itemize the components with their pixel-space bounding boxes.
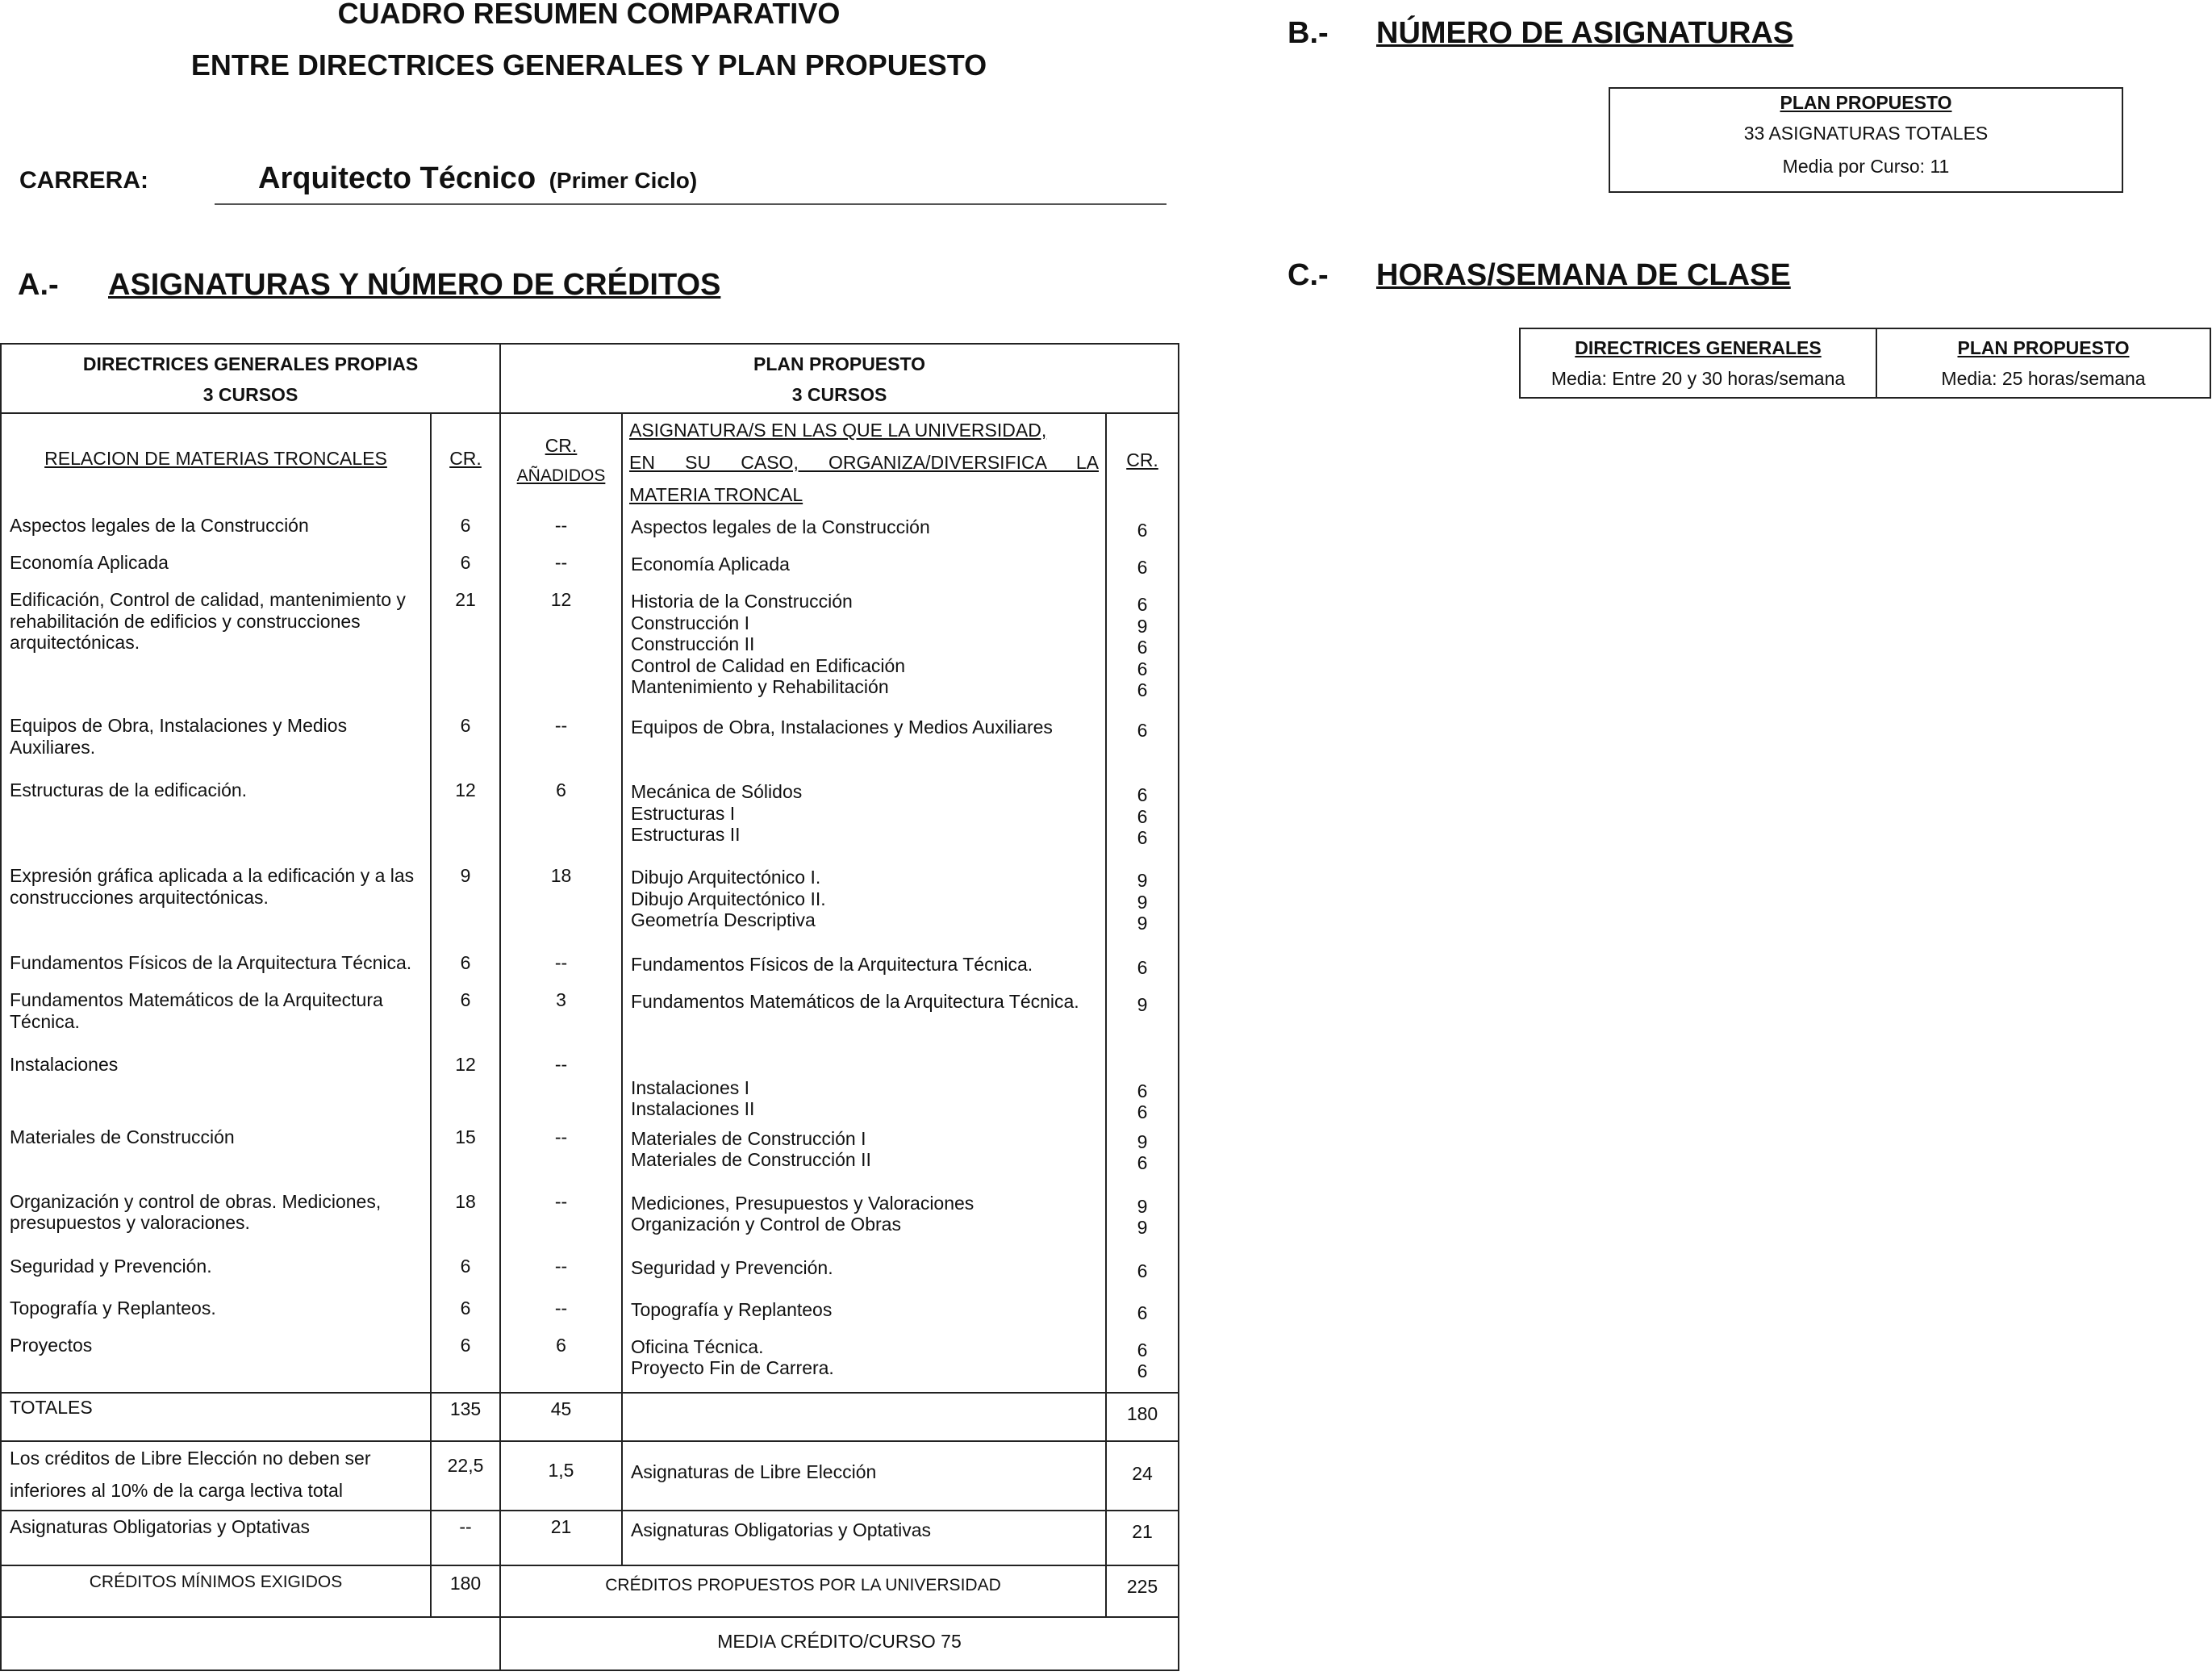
totales-row (1, 1393, 1179, 1441)
totales-cr: 135 (431, 1393, 500, 1441)
hd-left-2: 3 CURSOS (202, 384, 298, 405)
cr-cell (431, 776, 500, 862)
asignatura-name: Construcción II (631, 633, 755, 654)
col-cr-label: CR. (449, 448, 482, 469)
asignatura-name: Equipos de Obra, Instalaciones y Medios Auxiliares (631, 717, 1053, 738)
materia-cr: 12 (455, 1054, 476, 1075)
materia-cr: 6 (460, 1255, 471, 1277)
materia-row (1, 776, 1179, 862)
asignatura-name: Estructuras II (631, 824, 741, 845)
num-asig-media: Media por Curso: 11 (1782, 156, 1950, 177)
materia-row (1, 949, 1179, 986)
asignatura-cr: 6 (1137, 805, 1148, 827)
materia-cr-added: 6 (556, 779, 566, 800)
num-asignaturas-box (1609, 87, 2123, 193)
materia-cr: 6 (460, 952, 471, 973)
oblig-label: Asignaturas Obligatorias y Optativas (1, 1511, 431, 1565)
asignatura-name: Topografía y Replanteos (631, 1298, 833, 1320)
asignatura-cr: 9 (1137, 891, 1148, 913)
materia-cr-added: 18 (550, 865, 572, 886)
materia-cr-added: -- (554, 1297, 568, 1319)
cr-cell (431, 512, 500, 549)
materia-name: Fundamentos Físicos de la Arquitectura Técnica. (10, 952, 412, 973)
cradd-cell (500, 1294, 622, 1331)
materia-cell (1, 1331, 431, 1393)
asignatura-cr: 6 (1137, 1339, 1148, 1360)
col-cradd-hd (500, 413, 622, 512)
cr-cell (431, 862, 500, 949)
cr2-cell (1106, 549, 1179, 586)
asignatura-name: Geometría Descriptiva (631, 909, 816, 930)
cr-cell (431, 1252, 500, 1294)
materia-cr: 6 (460, 552, 471, 573)
materia-cr: 9 (460, 865, 471, 886)
materia-cr-added: -- (554, 515, 568, 536)
asignatura-name: Aspectos legales de la Construcción (631, 516, 930, 537)
cr2-cell (1106, 1123, 1179, 1188)
materia-cell (1, 986, 431, 1051)
cr-cell (431, 1188, 500, 1252)
oblig-asig: Asignaturas Obligatorias y Optativas (622, 1511, 1106, 1565)
cr-cell (431, 586, 500, 712)
col-materias-hd (1, 413, 431, 512)
cradd-cell (500, 1188, 622, 1252)
col-asig-label-1: ASIGNATURA/S EN LAS QUE LA UNIVERSIDAD, (629, 420, 1047, 441)
materia-cr: 6 (460, 989, 471, 1010)
col-cradd-label-2: AÑADIDOS (516, 466, 606, 485)
asignatura-cr: 6 (1137, 1260, 1148, 1281)
libre-cr2: 24 (1106, 1441, 1179, 1511)
asignatura-name: Fundamentos Físicos de la Arquitectura Técnica. (631, 954, 1033, 975)
asignatura-name: Mediciones, Presupuestos y Valoraciones (631, 1192, 975, 1214)
asignatura-cr: 6 (1137, 679, 1148, 700)
cradd-cell (500, 712, 622, 776)
asignatura-cr: 6 (1137, 1360, 1148, 1381)
col-cr2-label: CR. (1126, 449, 1158, 470)
oblig-add: 21 (500, 1511, 622, 1565)
materia-row (1, 862, 1179, 949)
section-c-num: C.- (1288, 258, 1329, 292)
media-label: MEDIA CRÉDITO/CURSO 75 (500, 1617, 1179, 1670)
materia-name: Proyectos (10, 1334, 93, 1356)
materia-cr-added: -- (554, 1054, 568, 1075)
asignatura-name: Economía Aplicada (631, 554, 790, 575)
materia-name: Materiales de Construcción (10, 1126, 235, 1147)
cr2-cell (1106, 1051, 1179, 1123)
asignatura-cr: 9 (1137, 615, 1148, 637)
asig-cell (622, 862, 1106, 949)
horas-col2-value: Media: 25 horas/semana (1941, 368, 2146, 389)
materia-cr: 6 (460, 1297, 471, 1319)
asignatura-cr: 6 (1137, 1152, 1148, 1173)
asignatura-cr: 9 (1137, 1195, 1148, 1217)
asig-cell (622, 1188, 1106, 1252)
asig-cell (622, 1331, 1106, 1393)
col-cr-hd (431, 413, 500, 512)
asignatura-cr: 6 (1137, 827, 1148, 848)
materia-row (1, 986, 1179, 1051)
materia-cell (1, 1294, 431, 1331)
asignatura-cr: 6 (1137, 720, 1148, 741)
horas-col1-title: DIRECTRICES GENERALES (1575, 337, 1822, 358)
asignatura-name: Construcción I (631, 612, 750, 633)
asignatura-cr: 6 (1137, 520, 1148, 541)
materia-cr: 15 (455, 1126, 476, 1147)
materia-cr: 6 (460, 715, 471, 736)
materia-row (1, 512, 1179, 549)
materia-cr-added: 3 (556, 989, 566, 1010)
cradd-cell (500, 776, 622, 862)
asig-cell (622, 1051, 1106, 1123)
oblig-row (1, 1511, 1179, 1565)
minimos-cr: 180 (431, 1565, 500, 1617)
materia-name: Estructuras de la edificación. (10, 779, 248, 800)
cr-cell (431, 1331, 500, 1393)
materia-cr: 18 (455, 1190, 476, 1212)
minimos-cr2: 225 (1106, 1565, 1179, 1617)
carrera-value: Arquitecto Técnico (258, 161, 536, 195)
materia-cell (1, 949, 431, 986)
section-a-num: A.- (18, 268, 59, 302)
asignatura-name: Fundamentos Matemáticos de la Arquitectura Técnica. (631, 991, 1079, 1012)
cradd-cell (500, 1252, 622, 1294)
asignatura-name: Proyecto Fin de Carrera. (631, 1357, 834, 1378)
asignatura-name: Control de Calidad en Edificación (631, 654, 906, 676)
materia-cell (1, 1252, 431, 1294)
materia-name: Fundamentos Matemáticos de la Arquitectura Técnica. (10, 989, 383, 1032)
cr2-cell (1106, 1331, 1179, 1393)
asig-cell (622, 1123, 1106, 1188)
materia-name: Economía Aplicada (10, 552, 169, 573)
asignatura-cr: 9 (1137, 1130, 1148, 1152)
creditos-table (0, 343, 1179, 1671)
minimos-label: CRÉDITOS MÍNIMOS EXIGIDOS (1, 1565, 431, 1617)
carrera-sub: (Primer Ciclo) (549, 168, 698, 193)
num-asig-total: 33 ASIGNATURAS TOTALES (1743, 123, 1989, 144)
totales-add: 45 (500, 1393, 622, 1441)
materia-name: Aspectos legales de la Construcción (10, 515, 309, 536)
materia-name: Seguridad y Prevención. (10, 1255, 212, 1277)
cr2-cell (1106, 776, 1179, 862)
minimos-row (1, 1565, 1179, 1617)
asignatura-name (631, 1055, 1097, 1077)
oblig-cr2: 21 (1106, 1511, 1179, 1565)
asignatura-name: Instalaciones II (631, 1098, 755, 1119)
asignatura-cr: 6 (1137, 1302, 1148, 1323)
materia-cell (1, 512, 431, 549)
doc-title-line2: ENTRE DIRECTRICES GENERALES Y PLAN PROPUESTO (190, 48, 987, 81)
asignatura-name: Materiales de Construcción I (631, 1127, 866, 1149)
horas-col1-value: Media: Entre 20 y 30 horas/semana (1550, 368, 1846, 389)
col-asig-hd (622, 413, 1106, 512)
col-materias-label: RELACION DE MATERIAS TRONCALES (44, 448, 387, 469)
materia-cell (1, 776, 431, 862)
cr-cell (431, 1051, 500, 1123)
asignatura-name: Estructuras I (631, 802, 736, 824)
col-asig-label (623, 414, 1105, 511)
cr-cell (431, 949, 500, 986)
oblig-cr: -- (431, 1511, 500, 1565)
asignatura-cr: 6 (1137, 784, 1148, 805)
asignatura-name: Mantenimiento y Rehabilitación (631, 676, 889, 697)
asignatura-name: Mecánica de Sólidos (631, 781, 803, 802)
minimos-label2: CRÉDITOS PROPUESTOS POR LA UNIVERSIDAD (500, 1565, 1106, 1617)
materia-name: Organización y control de obras. Mediciones, presupuestos y valoraciones. (10, 1190, 382, 1233)
asig-cell (622, 986, 1106, 1051)
cr2-cell (1106, 1252, 1179, 1294)
cr2-cell (1106, 1294, 1179, 1331)
cr2-cell (1106, 986, 1179, 1051)
cr-cell (431, 1294, 500, 1331)
asignatura-name: Dibujo Arquitectónico II. (631, 888, 826, 909)
materia-cr-added: 6 (556, 1334, 566, 1356)
carrera-label: CARRERA: (19, 167, 148, 194)
materia-cr-added: -- (554, 1255, 568, 1277)
asignatura-name: Dibujo Arquitectónico I. (631, 867, 821, 888)
cradd-cell (500, 1331, 622, 1393)
cradd-cell (500, 862, 622, 949)
cr2-cell (1106, 862, 1179, 949)
cradd-cell (500, 586, 622, 712)
materia-row (1, 1331, 1179, 1393)
asignatura-cr: 9 (1137, 1217, 1148, 1238)
materia-row (1, 1123, 1179, 1188)
libre-asig: Asignaturas de Libre Elección (622, 1441, 1106, 1511)
materia-row (1, 712, 1179, 776)
cr2-cell (1106, 586, 1179, 712)
asig-cell (622, 512, 1106, 549)
libre-row (1, 1441, 1179, 1511)
asignatura-name: Oficina Técnica. (631, 1335, 764, 1357)
asignatura-name: Instalaciones I (631, 1076, 750, 1098)
cradd-cell (500, 549, 622, 586)
cr-cell (431, 549, 500, 586)
asignatura-name: Materiales de Construcción II (631, 1149, 871, 1170)
materia-cr-added: -- (554, 1126, 568, 1147)
asignatura-name: Historia de la Construcción (631, 591, 853, 612)
asignatura-cr: 9 (1137, 913, 1148, 934)
materia-cell (1, 1188, 431, 1252)
cr2-cell (1106, 1188, 1179, 1252)
horas-col2-title: PLAN PROPUESTO (1957, 337, 2130, 358)
asignatura-cr: 9 (1137, 870, 1148, 891)
materia-cr: 6 (460, 1334, 471, 1356)
materia-name: Topografía y Replanteos. (10, 1297, 216, 1319)
asignatura-name: Seguridad y Prevención. (631, 1256, 833, 1278)
libre-add: 1,5 (500, 1441, 622, 1511)
materia-row (1, 1294, 1179, 1331)
asig-cell (622, 549, 1106, 586)
libre-cr: 22,5 (431, 1441, 500, 1511)
asignatura-cr: 6 (1137, 557, 1148, 578)
cr-cell (431, 1123, 500, 1188)
materia-cell (1, 862, 431, 949)
totales-label: TOTALES (1, 1393, 431, 1441)
cr-cell (431, 712, 500, 776)
materia-row (1, 1188, 1179, 1252)
materia-cr-added: -- (554, 1190, 568, 1212)
asig-cell (622, 949, 1106, 986)
section-c-title: HORAS/SEMANA DE CLASE (1376, 258, 1791, 292)
asig-cell (622, 1252, 1106, 1294)
asignatura-name: Organización y Control de Obras (631, 1214, 901, 1235)
materia-row (1, 549, 1179, 586)
section-b-title: NÚMERO DE ASIGNATURAS (1376, 16, 1794, 50)
materia-cell (1, 1051, 431, 1123)
asig-cell (622, 776, 1106, 862)
asig-cell (622, 712, 1106, 776)
materia-cr-added: -- (554, 715, 568, 736)
cr2-cell (1106, 712, 1179, 776)
materia-cell (1, 549, 431, 586)
media-row (1, 1617, 1179, 1670)
materia-cell (1, 586, 431, 712)
materia-cr-added: -- (554, 952, 568, 973)
hd-plan (500, 344, 1179, 413)
cradd-cell (500, 1051, 622, 1123)
asignatura-cr: 6 (1137, 637, 1148, 658)
totales-empty (622, 1393, 1106, 1441)
materia-cr-added: 12 (550, 589, 572, 610)
asig-cell (622, 1294, 1106, 1331)
materia-cr: 21 (455, 589, 476, 610)
asignatura-cr: 6 (1137, 957, 1148, 978)
media-empty (1, 1617, 500, 1670)
asignatura-cr: 6 (1137, 658, 1148, 679)
hd-left-1: DIRECTRICES GENERALES PROPIAS (82, 353, 419, 374)
materia-row (1, 1051, 1179, 1123)
cradd-cell (500, 512, 622, 549)
cr2-cell (1106, 512, 1179, 549)
col-cradd-label-1: CR. (545, 435, 578, 456)
asignatura-cr: 6 (1137, 594, 1148, 615)
hd-directrices (1, 344, 500, 413)
materia-cr-added: -- (554, 552, 568, 573)
asig-cell (622, 586, 1106, 712)
horas-table (1519, 328, 2211, 399)
section-a-title: ASIGNATURAS Y NÚMERO DE CRÉDITOS (108, 268, 721, 302)
cr2-cell (1106, 949, 1179, 986)
materia-row (1, 586, 1179, 712)
cr-cell (431, 986, 500, 1051)
col-cr2-hd (1106, 413, 1179, 512)
num-asig-box-title: PLAN PROPUESTO (1780, 92, 1952, 113)
asignatura-cr: 6 (1137, 1080, 1148, 1101)
cradd-cell (500, 986, 622, 1051)
materia-cr: 6 (460, 515, 471, 536)
materia-name: Instalaciones (10, 1054, 119, 1075)
totales-cr2: 180 (1106, 1393, 1179, 1441)
materia-name: Equipos de Obra, Instalaciones y Medios Auxiliares. (10, 715, 348, 758)
carrera-line (215, 161, 1167, 205)
materia-row (1, 1252, 1179, 1294)
hd-right-1: PLAN PROPUESTO (753, 353, 926, 374)
cradd-cell (500, 1123, 622, 1188)
asignatura-cr: 9 (1137, 994, 1148, 1015)
materia-name: Edificación, Control de calidad, mantenimiento y rehabilitación de edificios y construcciones arquitectónicas. (10, 589, 406, 653)
asignatura-cr (1107, 1059, 1178, 1080)
cradd-cell (500, 949, 622, 986)
asignatura-cr: 6 (1137, 1101, 1148, 1122)
materia-cr: 12 (455, 779, 476, 800)
materia-name: Expresión gráfica aplicada a la edificación y a las construcciones arquitectónicas. (10, 865, 415, 908)
col-asig-label-3: MATERIA TRONCAL (629, 484, 803, 505)
hd-right-2: 3 CURSOS (791, 384, 887, 405)
libre-label: Los créditos de Libre Elección no deben ser inferiores al 10% de la carga lectiva total (1, 1441, 431, 1511)
materia-cell (1, 712, 431, 776)
doc-title-line1: CUADRO RESUMEN COMPARATIVO (337, 0, 841, 30)
materia-cell (1, 1123, 431, 1188)
section-b-num: B.- (1288, 16, 1329, 50)
col-asig-label-2: EN SU CASO, ORGANIZA/DIVERSIFICA LA (629, 452, 1099, 473)
